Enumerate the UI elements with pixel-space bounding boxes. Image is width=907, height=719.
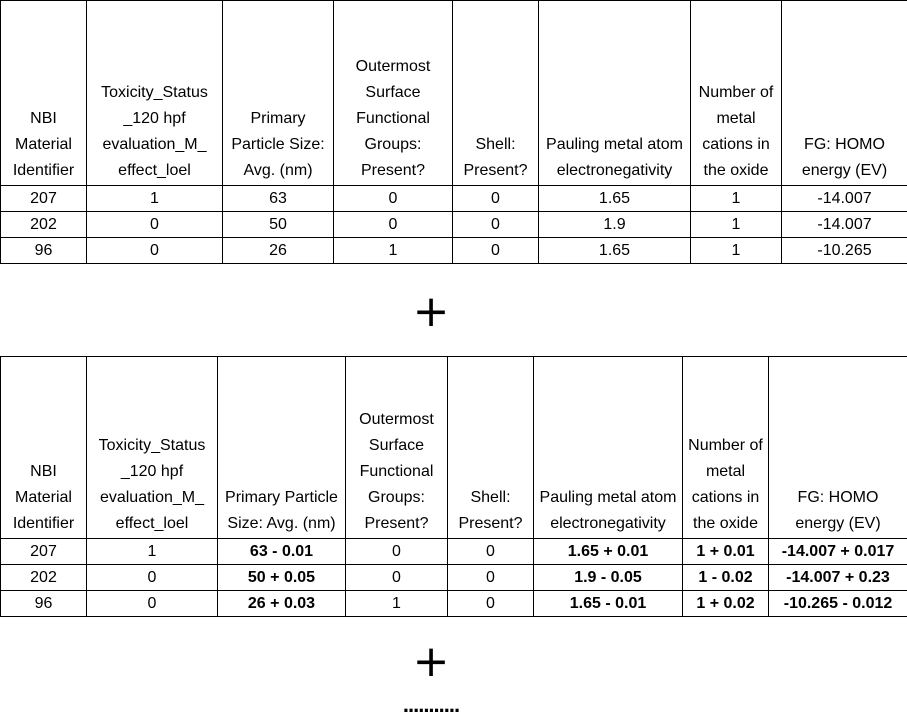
table-cell: 0 xyxy=(453,186,539,212)
table-cell: 0 xyxy=(453,238,539,264)
table-cell: 207 xyxy=(1,539,87,565)
header-fg-homo-energy: FG: HOMO energy (EV) xyxy=(782,1,907,186)
table-cell: -10.265 xyxy=(782,238,907,264)
table-cell: 207 xyxy=(1,186,87,212)
table-cell: 26 xyxy=(223,238,334,264)
table-cell: -14.007 + 0.017 xyxy=(769,539,907,565)
header-nbi-material-identifier: NBI Material Identifier xyxy=(1,357,87,539)
table-cell: 0 xyxy=(448,539,534,565)
table-cell: 26 + 0.03 xyxy=(218,591,346,617)
original-data-table xyxy=(0,0,907,264)
table-cell: 0 xyxy=(346,539,448,565)
header-surface-functional-groups: Outermost Surface Functional Groups: Present? xyxy=(346,357,448,539)
table-cell: 0 xyxy=(334,212,453,238)
table-cell: 202 xyxy=(1,212,87,238)
header-number-metal-cations: Number of metal cations in the oxide xyxy=(691,1,782,186)
header-fg-homo-energy: FG: HOMO energy (EV) xyxy=(769,357,907,539)
table-cell: 1.9 - 0.05 xyxy=(534,565,683,591)
header-shell-present: Shell: Present? xyxy=(448,357,534,539)
table-row xyxy=(1,565,907,591)
header-toxicity-status: Toxicity_Status _120 hpf evaluation_M_ effect_loel xyxy=(87,1,223,186)
table-cell: 1 xyxy=(691,186,782,212)
header-nbi-material-identifier: NBI Material Identifier xyxy=(1,1,87,186)
header-pauling-electronegativity: Pauling metal atom electronegativity xyxy=(539,1,691,186)
table-cell: 1 xyxy=(691,238,782,264)
table-cell: 1 xyxy=(87,539,218,565)
table-header-row xyxy=(1,1,907,186)
table-cell: 1 - 0.02 xyxy=(683,565,769,591)
table-cell: 0 xyxy=(87,238,223,264)
table-cell: 1 xyxy=(346,591,448,617)
continuation-ellipsis: ........... xyxy=(402,692,460,717)
table-cell: 1 xyxy=(691,212,782,238)
table-cell: 1 xyxy=(87,186,223,212)
table-cell: 63 - 0.01 xyxy=(218,539,346,565)
header-pauling-electronegativity: Pauling metal atom electronegativity xyxy=(534,357,683,539)
table-row xyxy=(1,591,907,617)
table-cell: 0 xyxy=(87,591,218,617)
header-shell-present: Shell: Present? xyxy=(453,1,539,186)
table-cell: 1 + 0.02 xyxy=(683,591,769,617)
table-cell: 202 xyxy=(1,565,87,591)
table-row xyxy=(1,186,907,212)
table-cell: 50 xyxy=(223,212,334,238)
header-primary-particle-size: Primary Particle Size: Avg. (nm) xyxy=(218,357,346,539)
table-cell: 0 xyxy=(453,212,539,238)
header-number-metal-cations: Number of metal cations in the oxide xyxy=(683,357,769,539)
table-cell: 1 xyxy=(334,238,453,264)
table-cell: 0 xyxy=(448,565,534,591)
header-primary-particle-size: Primary Particle Size: Avg. (nm) xyxy=(223,1,334,186)
header-surface-functional-groups: Outermost Surface Functional Groups: Present? xyxy=(334,1,453,186)
header-toxicity-status: Toxicity_Status _120 hpf evaluation_M_ effect_loel xyxy=(87,357,218,539)
plus-sign: + xyxy=(412,636,450,687)
table-cell: -14.007 xyxy=(782,186,907,212)
table-cell: 0 xyxy=(87,212,223,238)
table-header-row xyxy=(1,357,907,539)
perturbed-data-table xyxy=(0,356,907,617)
table-cell: 1 + 0.01 xyxy=(683,539,769,565)
table-cell: 1.65 - 0.01 xyxy=(534,591,683,617)
table-row xyxy=(1,539,907,565)
table-cell: 96 xyxy=(1,591,87,617)
table-cell: 1.65 + 0.01 xyxy=(534,539,683,565)
table-row xyxy=(1,238,907,264)
plus-sign: + xyxy=(412,286,450,337)
table-cell: 1.65 xyxy=(539,186,691,212)
table-cell: -10.265 - 0.012 xyxy=(769,591,907,617)
table-cell: 1.65 xyxy=(539,238,691,264)
table-cell: 0 xyxy=(346,565,448,591)
table-cell: 0 xyxy=(87,565,218,591)
table-cell: 96 xyxy=(1,238,87,264)
table-cell: 0 xyxy=(448,591,534,617)
table-cell: 50 + 0.05 xyxy=(218,565,346,591)
table-cell: -14.007 xyxy=(782,212,907,238)
table-row xyxy=(1,212,907,238)
table-cell: 1.9 xyxy=(539,212,691,238)
table-cell: 63 xyxy=(223,186,334,212)
table-cell: 0 xyxy=(334,186,453,212)
table-cell: -14.007 + 0.23 xyxy=(769,565,907,591)
